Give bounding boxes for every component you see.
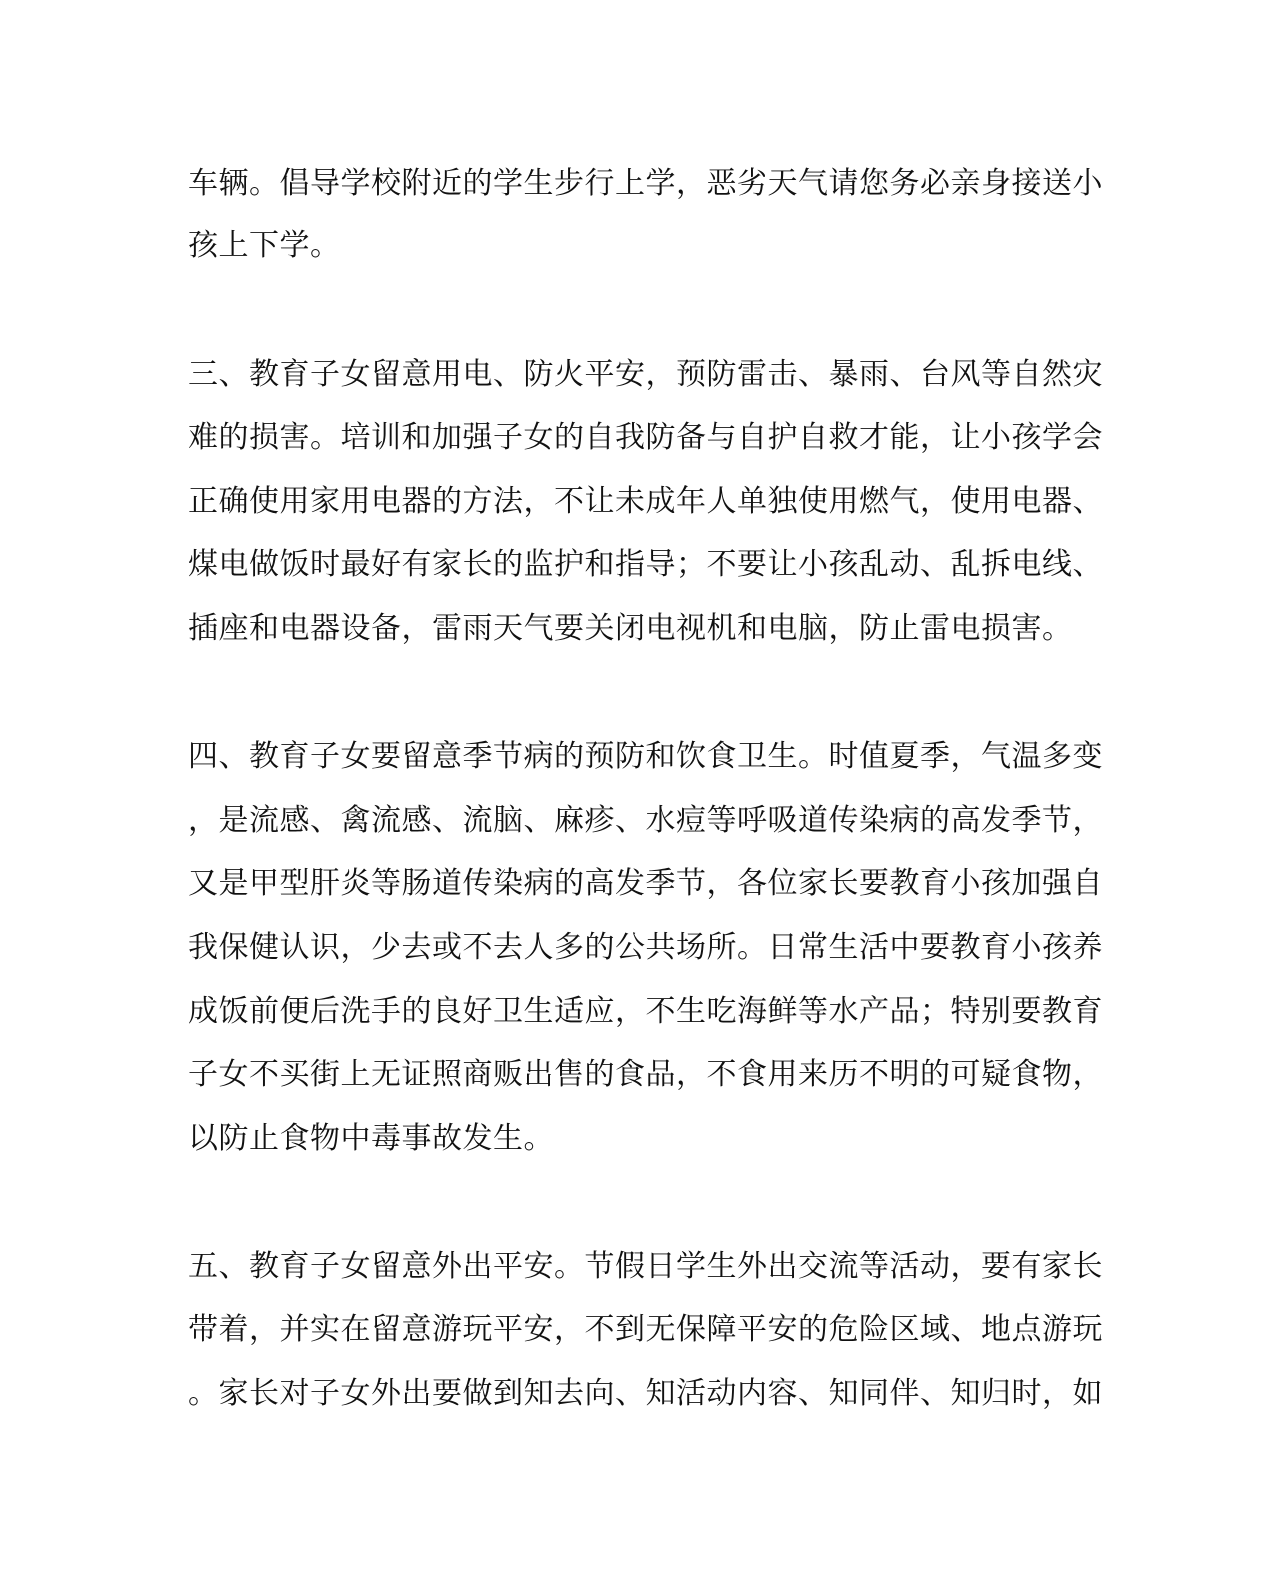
paragraph-3-line-2: ，是流感、禽流感、流脑、麻疹、水痘等呼吸道传染病的高发季节， [188, 803, 1103, 838]
paragraph-2-line-2: 难的损害。培训和加强子女的自我防备与自护自救才能，让小孩学会 [188, 420, 1103, 455]
paragraph-3-line-4: 我保健认识，少去或不去人多的公共场所。日常生活中要教育小孩养 [188, 930, 1103, 965]
paragraph-3-line-5: 成饭前便后洗手的良好卫生适应，不生吃海鲜等水产品；特别要教育 [188, 994, 1103, 1029]
paragraph-3-line-1: 四、教育子女要留意季节病的预防和饮食卫生。时值夏季，气温多变 [188, 739, 1103, 774]
paragraph-1-line-2: 孩上下学。 [188, 228, 341, 263]
paragraph-1-line-1: 车辆。倡导学校附近的学生步行上学，恶劣天气请您务必亲身接送小 [188, 166, 1103, 201]
paragraph-3-line-6: 子女不买街上无证照商贩出售的食品，不食用来历不明的可疑食物， [188, 1057, 1103, 1092]
paragraph-4-line-2: 带着，并实在留意游玩平安，不到无保障平安的危险区域、地点游玩 [188, 1312, 1103, 1347]
paragraph-2-line-1: 三、教育子女留意用电、防火平安，预防雷击、暴雨、台风等自然灾 [188, 357, 1103, 392]
paragraph-3-line-3: 又是甲型肝炎等肠道传染病的高发季节，各位家长要教育小孩加强自 [188, 866, 1103, 901]
paragraph-2-line-5: 插座和电器设备，雷雨天气要关闭电视机和电脑，防止雷电损害。 [188, 611, 1073, 646]
paragraph-3-line-7: 以防止食物中毒事故发生。 [188, 1121, 554, 1156]
paragraph-2-line-4: 煤电做饭时最好有家长的监护和指导；不要让小孩乱动、乱拆电线、 [188, 547, 1103, 582]
paragraph-2-line-3: 正确使用家用电器的方法，不让未成年人单独使用燃气，使用电器、 [188, 484, 1103, 519]
paragraph-4-line-1: 五、教育子女留意外出平安。节假日学生外出交流等活动，要有家长 [188, 1249, 1103, 1284]
paragraph-4-line-3: 。家长对子女外出要做到知去向、知活动内容、知同伴、知归时，如 [188, 1376, 1103, 1411]
